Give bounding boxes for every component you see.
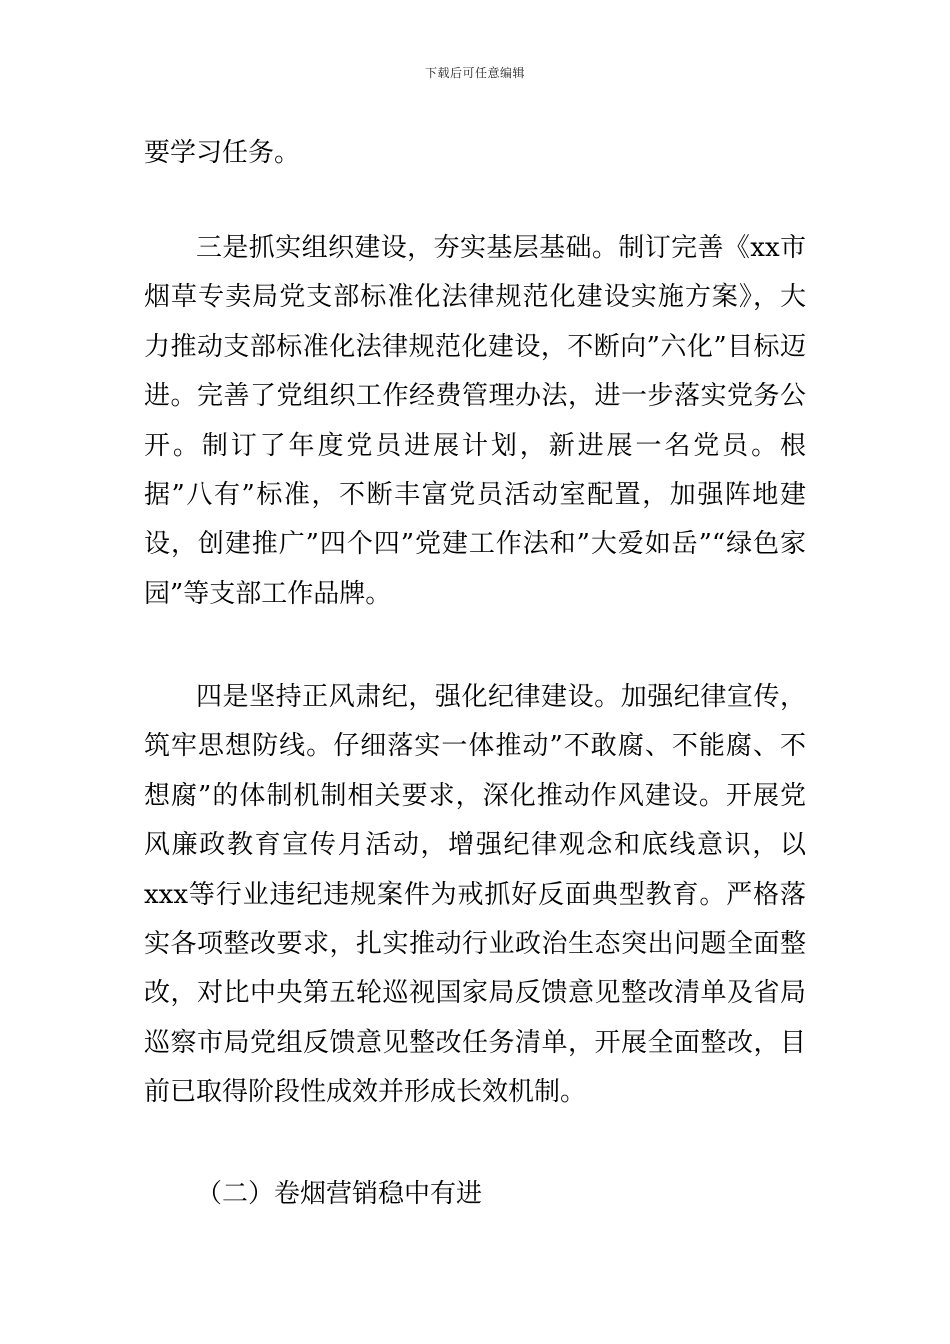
- section-heading: （二）卷烟营销稳中有进: [196, 1179, 483, 1209]
- paragraph-discipline-building: 四是坚持正风肃纪，强化纪律建设。加强纪律宣传，筑牢思想防线。仔细落实一体推动”不敢腐、不能腐、不想腐”的体制机制相关要求，深化推动作风建设。开展党风廉政教育宣传月活动，增强纪律观念和底线意识，以xxx等行业违纪违规案件为戒抓好反面典型教育。严格落实各项整改要求，扎实推动行业政治生态突出问题全面整改，对比中央第五轮巡视国家局反馈意见整改清单及省局巡察市局党组反馈意见整改任务清单，开展全面整改，目前已取得阶段性成效并形成长效机制。: [144, 682, 806, 1108]
- header-note: 下载后可任意编辑: [424, 66, 525, 80]
- paragraph-organization-building: 三是抓实组织建设，夯实基层基础。制订完善《xx市烟草专卖局党支部标准化法律规范化建设实施方案》，大力推动支部标准化法律规范化建设，不断向”六化”目标迈进。完善了党组织工作经费管理办法，进一步落实党务公开。制订了年度党员进展计划，新进展一名党员。根据”八有”标准，不断丰富党员活动室配置，加强阵地建设，创建推广”四个四”党建工作法和”大爱如岳”“绿色家园”等支部工作品牌。: [144, 233, 806, 609]
- paragraph-continuation: 要学习任务。: [144, 138, 301, 168]
